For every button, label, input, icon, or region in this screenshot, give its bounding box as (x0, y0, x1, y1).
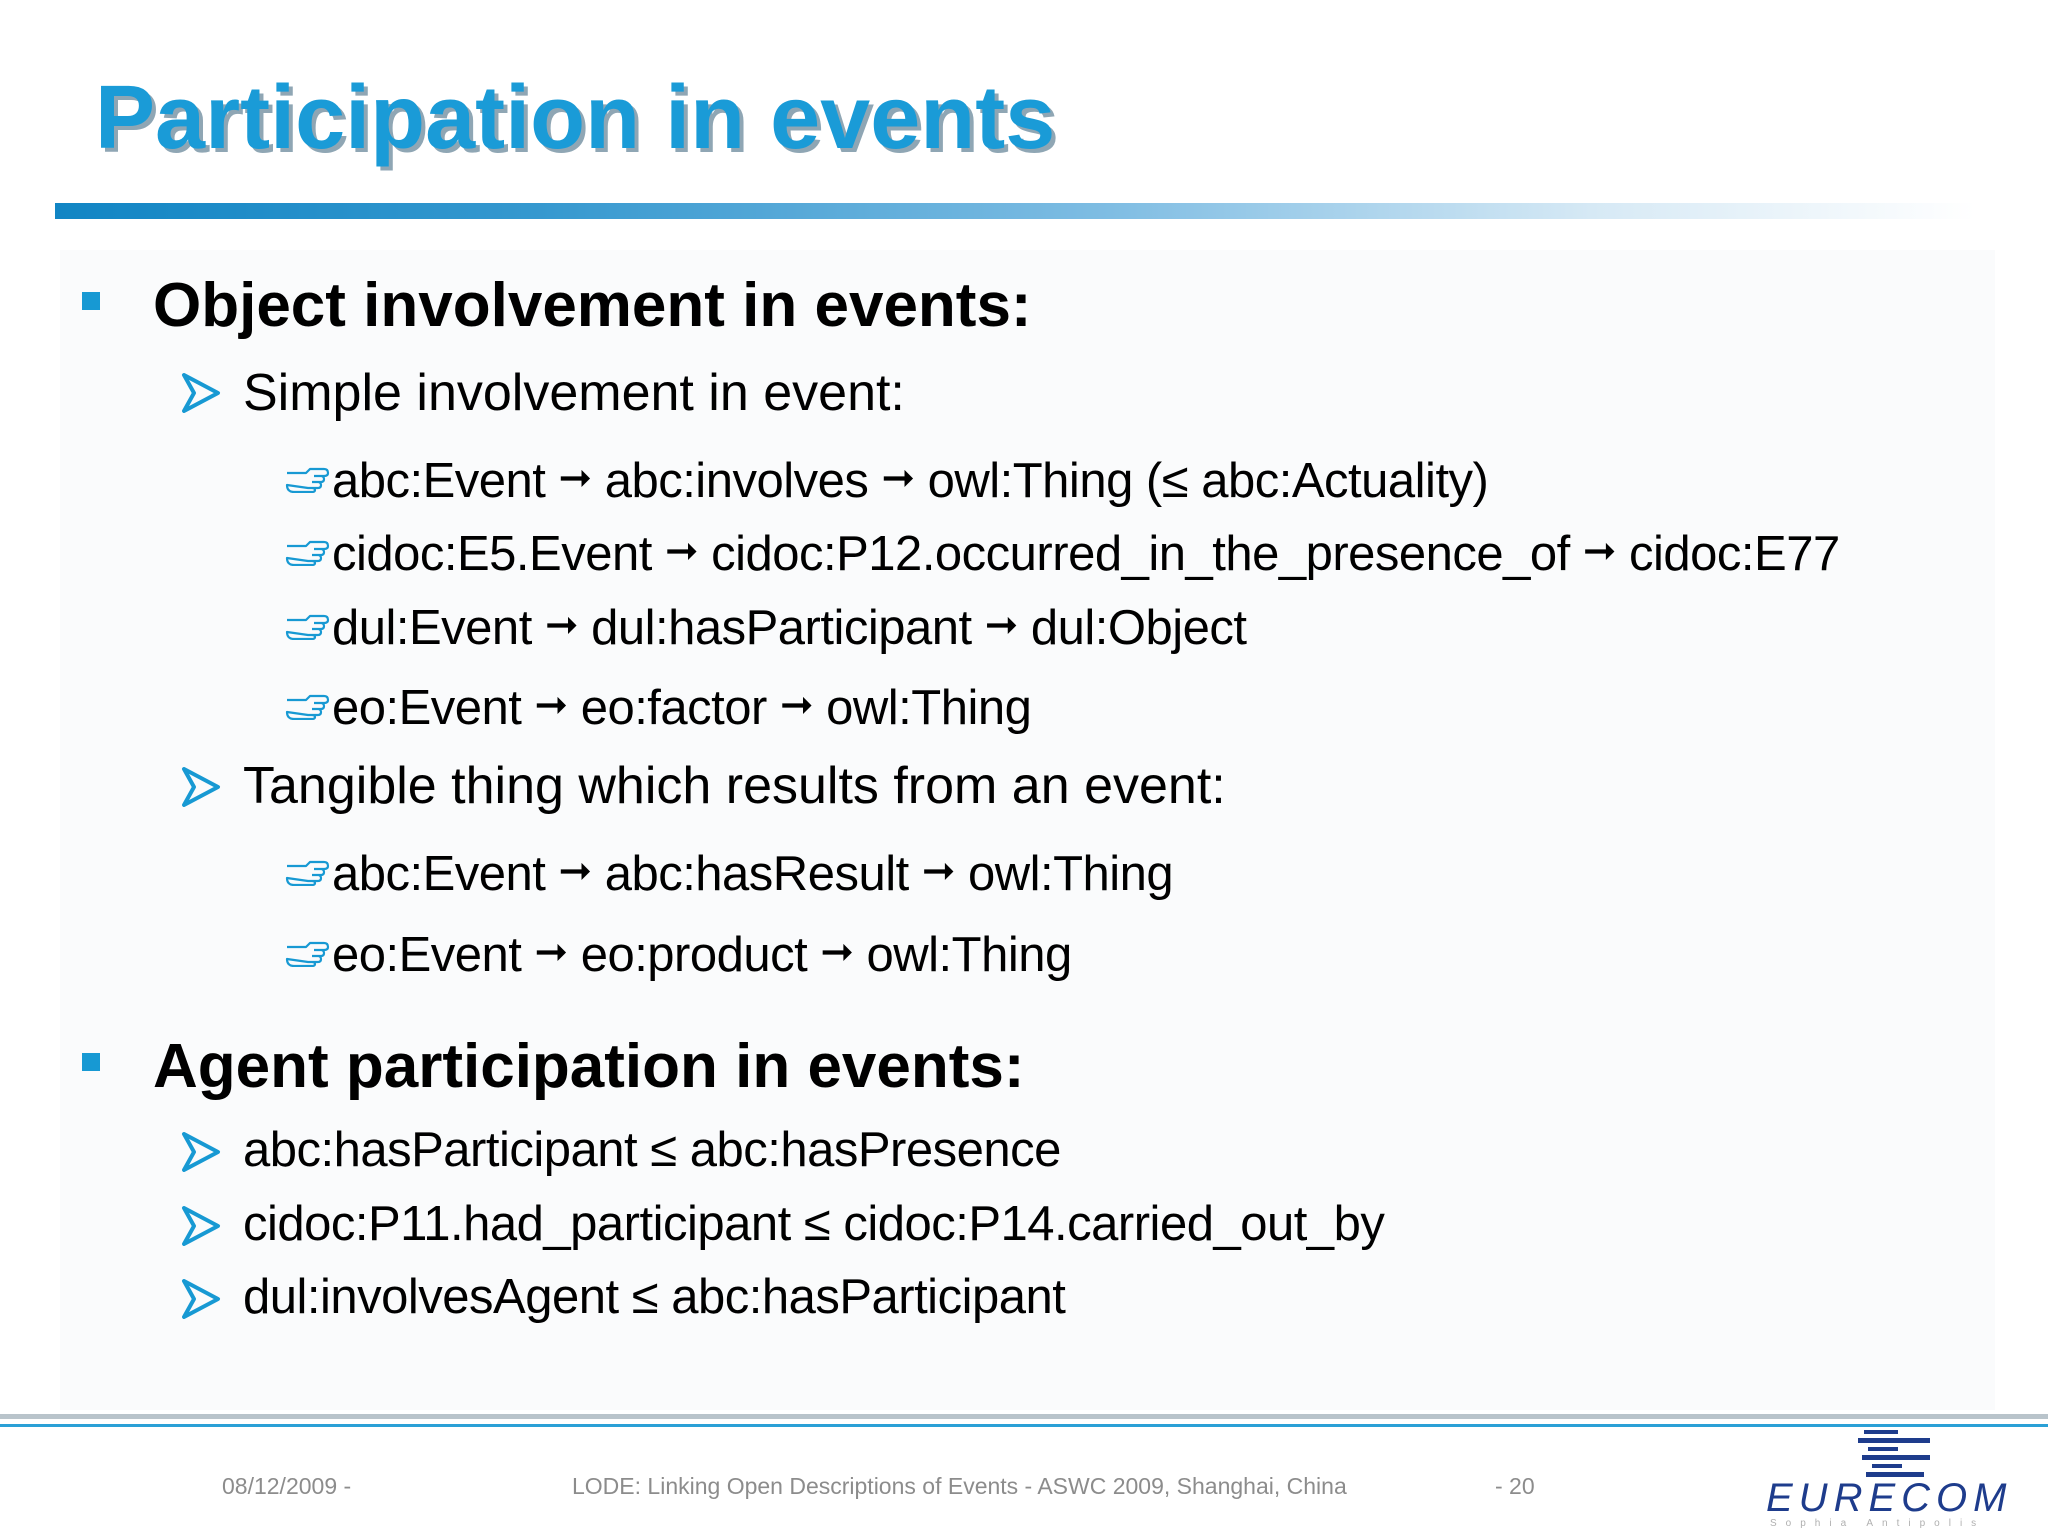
item-row (332, 520, 1840, 585)
section-heading-agent: Agent participation in events: (153, 1032, 1025, 1101)
pointing-hand-icon (284, 536, 330, 566)
pointing-hand-icon (284, 937, 330, 967)
item-row (332, 921, 1072, 986)
item-row (332, 840, 1173, 905)
eurecom-logo (1760, 1428, 2020, 1528)
subsection-simple-involvement: Simple involvement in event: (243, 364, 905, 422)
slide-title: Participation in events (95, 68, 1056, 168)
item-subject: dul:Event (332, 601, 532, 655)
section-heading-object: Object involvement in events: (153, 271, 1032, 340)
subsection-tangible-result: Tangible thing which results from an event: (243, 757, 1226, 815)
title-underline (55, 203, 1975, 219)
arrow-bullet-icon (180, 767, 222, 807)
right-arrow-icon: ➞ (664, 529, 698, 573)
item-object: owl:Thing (967, 847, 1174, 901)
item-row (332, 594, 1246, 659)
right-arrow-icon: ➞ (558, 456, 592, 500)
item-property: eo:factor (580, 681, 767, 735)
footer-rule-accent (0, 1424, 2048, 1427)
right-arrow-icon: ➞ (534, 930, 568, 974)
right-arrow-icon: ➞ (779, 683, 813, 727)
item-object: cidoc:E77 (1629, 527, 1840, 581)
logo-stripes-icon (1858, 1430, 1930, 1477)
pointing-hand-icon (284, 463, 330, 493)
arrow-bullet-icon (180, 373, 222, 413)
item-subject: abc:Event (332, 454, 546, 508)
item-property: abc:hasResult (604, 847, 909, 901)
agent-item: abc:hasParticipant ≤ abc:hasPresence (243, 1123, 1061, 1177)
item-subject: abc:Event (332, 847, 546, 901)
right-arrow-icon: ➞ (820, 930, 854, 974)
footer-caption: LODE: Linking Open Descriptions of Events - ASWC 2009, Shanghai, China (572, 1473, 1347, 1499)
right-arrow-icon: ➞ (534, 683, 568, 727)
right-arrow-icon: ➞ (881, 456, 915, 500)
right-arrow-icon: ➞ (544, 603, 578, 647)
item-object: owl:Thing (826, 681, 1032, 735)
item-property: abc:involves (604, 454, 869, 508)
square-bullet-icon (82, 1053, 100, 1071)
square-bullet-icon (82, 292, 100, 310)
item-subject: eo:Event (332, 681, 522, 735)
logo-tagline: Sophia Antipolis (1770, 1518, 1986, 1528)
item-subject: cidoc:E5.Event (332, 527, 652, 581)
pointing-hand-icon (284, 610, 330, 640)
item-property: eo:product (580, 928, 808, 982)
right-arrow-icon: ➞ (1582, 529, 1616, 573)
item-subject: eo:Event (332, 928, 522, 982)
arrow-bullet-icon (180, 1279, 222, 1319)
right-arrow-icon: ➞ (984, 603, 1018, 647)
footer-page-number: - 20 (1495, 1473, 1535, 1499)
pointing-hand-icon (284, 690, 330, 720)
item-property: cidoc:P12.occurred_in_the_presence_of (711, 527, 1570, 581)
arrow-bullet-icon (180, 1132, 222, 1172)
logo-wordmark: EURECOM (1766, 1476, 2013, 1520)
item-object: dul:Object (1030, 601, 1247, 655)
footer-date: 08/12/2009 - (222, 1473, 352, 1499)
item-row (332, 447, 1488, 512)
pointing-hand-icon (284, 856, 330, 886)
footer-rule (0, 1414, 2048, 1419)
right-arrow-icon: ➞ (558, 849, 592, 893)
item-object: owl:Thing (866, 928, 1072, 982)
right-arrow-icon: ➞ (921, 849, 955, 893)
arrow-bullet-icon (180, 1206, 222, 1246)
item-object: owl:Thing (≤ abc:Actuality) (927, 454, 1489, 508)
agent-item: dul:involvesAgent ≤ abc:hasParticipant (243, 1270, 1066, 1324)
item-property: dul:hasParticipant (591, 601, 972, 655)
agent-item: cidoc:P11.had_participant ≤ cidoc:P14.carried_out_by (243, 1197, 1385, 1251)
item-row (332, 674, 1031, 739)
